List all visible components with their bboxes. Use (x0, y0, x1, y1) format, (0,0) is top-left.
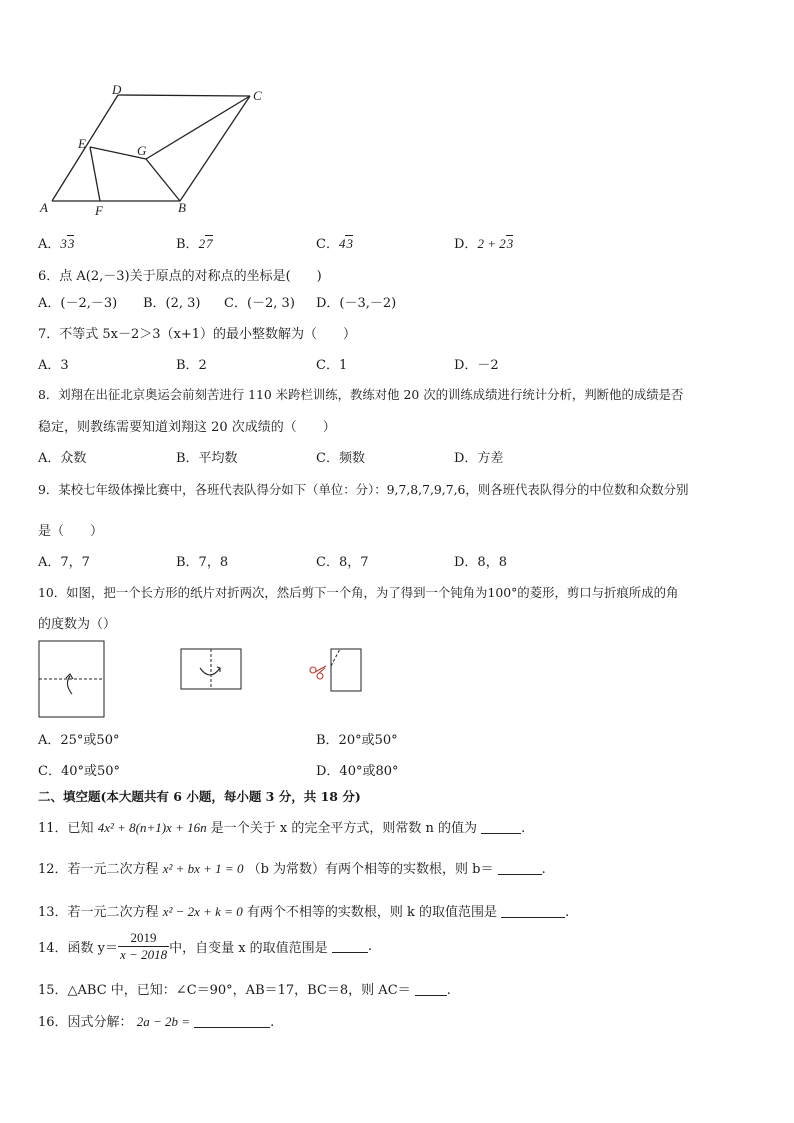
label-F: F (95, 203, 103, 218)
q14-line: 14．函数 y＝ $\frac{2019}{x - 2018}$ 中，自变量 x 的取值范围是 . (38, 930, 372, 962)
label-A: A (40, 200, 48, 215)
q7-option-b[interactable]: B．2 (176, 358, 207, 373)
q13-line: 13．若一元二次方程 x² − 2x + k = 0 有两个不相等的实数根，则 k 的取值范围是 . (38, 904, 570, 920)
q7-option-c[interactable]: C．1 (316, 358, 348, 373)
q6-stem: 6．点 A(2,－3)关于原点的对称点的坐标是( ) (38, 269, 322, 284)
q5-option-d[interactable]: D．2 + 23 (454, 236, 514, 252)
parallelogram-figure (30, 80, 290, 220)
q10-option-d[interactable]: D．40°或80° (316, 764, 399, 779)
q5-option-a[interactable]: A．33 (38, 236, 75, 252)
label-G: G (137, 143, 147, 158)
q16-answer-blank[interactable] (194, 1015, 270, 1028)
q14-fraction: $\frac{2019}{x - 2018}$ (120, 930, 168, 962)
fold-figure-3 (306, 646, 366, 694)
q10-stem-line2: 的度数为（） (38, 617, 117, 632)
q9-option-a[interactable]: A．7，7 (38, 555, 90, 570)
q8-option-a[interactable]: A．众数 (38, 451, 87, 466)
q8-option-c[interactable]: C．频数 (316, 451, 365, 466)
q15-answer-blank[interactable] (415, 983, 447, 996)
q11-expression: 4x² + 8(n+1)x + 16n (97, 820, 207, 835)
q7-option-d[interactable]: D．－2 (454, 358, 499, 373)
q15-line: 15．△ABC 中，已知：∠C＝90°，AB＝17，BC＝8，则 AC＝ . (38, 983, 451, 998)
q6-option-d[interactable]: D．(－3,－2) (316, 296, 397, 311)
q11-line: 11．已知 4x² + 8(n+1)x + 16n 是一个关于 x 的完全平方式，则常数 n 的值为 . (38, 820, 526, 836)
q12-expression: x² + bx + 1 = 0 (162, 861, 244, 876)
q10-option-c[interactable]: C．40°或50° (38, 764, 121, 779)
q16-line: 16．因式分解： 2a − 2b = . (38, 1014, 275, 1030)
q16-expression: 2a − 2b = (136, 1014, 190, 1029)
q8-option-d[interactable]: D．方差 (454, 451, 504, 466)
q5-option-b[interactable]: B．27 (176, 236, 213, 252)
q13-answer-blank[interactable] (501, 905, 565, 918)
fold-figure-2 (180, 648, 244, 692)
q7-option-a[interactable]: A．3 (38, 358, 69, 373)
q8-stem-line1: 8．刘翔在出征北京奥运会前刻苦进行 110 米跨栏训练，教练对他 20 次的训练成绩进行统计分析，判断他的成绩是否 (38, 387, 684, 402)
q11-answer-blank[interactable] (481, 821, 521, 834)
q6-option-c[interactable]: C．(－2, 3) (224, 296, 295, 311)
label-B: B (178, 200, 186, 215)
label-D: D (112, 82, 122, 97)
label-E: E (78, 136, 86, 151)
q8-option-b[interactable]: B．平均数 (176, 451, 238, 466)
q8-stem-line2: 稳定，则教练需要知道刘翔这 20 次成绩的（ ） (38, 420, 336, 435)
q9-option-c[interactable]: C．8，7 (316, 555, 369, 570)
q10-option-b[interactable]: B．20°或50° (316, 733, 398, 748)
q13-expression: x² − 2x + k = 0 (162, 904, 243, 919)
q12-answer-blank[interactable] (498, 862, 542, 875)
q9-stem-line1: 9．某校七年级体操比赛中，各班代表队得分如下（单位：分）：9,7,8,7,9,7,6，则各班代表队得分的中位数和众数分别 (38, 482, 689, 497)
q10-option-a[interactable]: A．25°或50° (38, 733, 120, 748)
section2-heading: 二、填空题(本大题共有 6 小题，每小题 3 分，共 18 分) (38, 789, 361, 804)
q9-stem-line2: 是（ ） (38, 524, 104, 539)
q6-option-b[interactable]: B．(2, 3) (143, 296, 201, 311)
q6-option-a[interactable]: A．(－2,－3) (38, 296, 118, 311)
fold-figure-1 (38, 640, 106, 720)
label-C: C (253, 88, 262, 103)
q5-option-c[interactable]: C．43 (316, 236, 353, 252)
q7-stem: 7．不等式 5x－2＞3（x+1）的最小整数解为（ ） (38, 327, 357, 342)
q14-answer-blank[interactable] (332, 940, 368, 953)
q9-option-d[interactable]: D．8，8 (454, 555, 507, 570)
q9-option-b[interactable]: B．7，8 (176, 555, 229, 570)
q10-stem-line1: 10．如图，把一个长方形的纸片对折两次，然后剪下一个角，为了得到一个钝角为100°的菱形，剪口与折痕所成的角 (38, 585, 679, 600)
scissors-icon (310, 666, 326, 679)
q12-line: 12．若一元二次方程 x² + bx + 1 = 0 （b 为常数）有两个相等的实数根，则 b＝ . (38, 861, 546, 877)
